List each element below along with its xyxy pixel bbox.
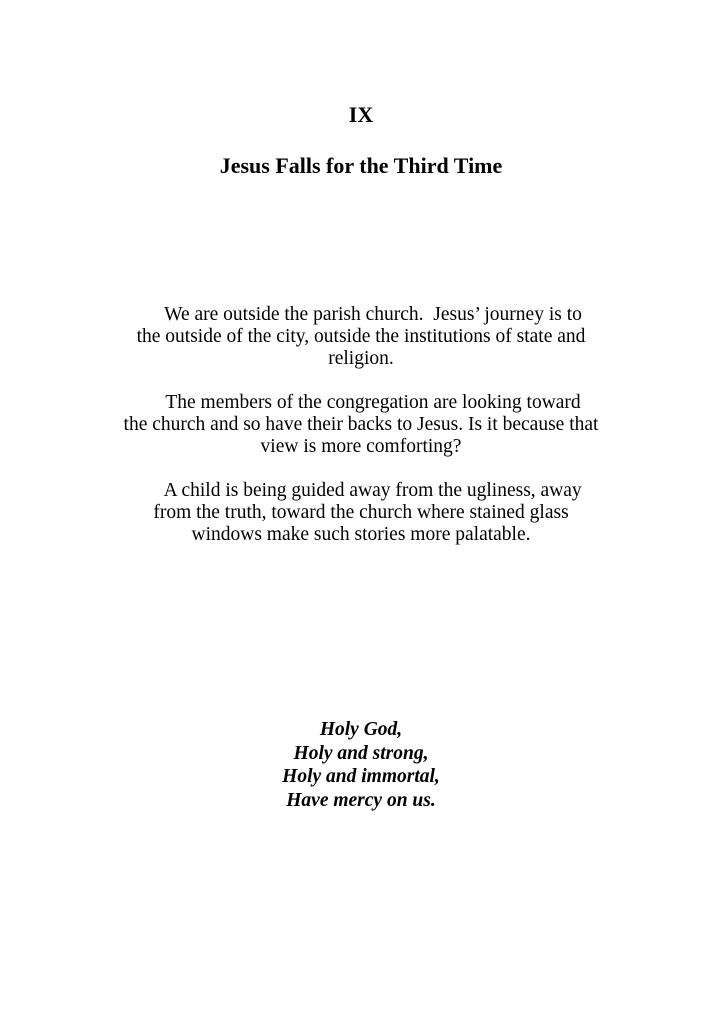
reflection-line: The members of the congregation are looking toward	[141, 392, 581, 413]
prayer-line: Holy and strong,	[293, 742, 429, 764]
station-title: Jesus Falls for the Third Time	[219, 153, 503, 178]
prayer-line: Holy God,	[319, 719, 403, 740]
prayer-verse	[0, 718, 722, 812]
prayer-line: Have mercy on us.	[286, 789, 436, 811]
reflection-line: view is more comforting?	[260, 436, 462, 457]
reflection-line: the church and so have their backs to Jesus. Is it because that	[123, 414, 599, 435]
reflection-line: the outside of the city, outside the institutions of state and	[136, 326, 586, 347]
reflection-line: religion.	[328, 348, 394, 369]
reflection-line: from the truth, toward the church where stained glass	[153, 502, 569, 523]
reflection-paragraph-2	[0, 392, 722, 458]
station-numeral: IX	[348, 102, 374, 127]
reflection-line: windows make such stories more palatable.	[191, 524, 531, 545]
reflection-paragraph-1	[0, 304, 722, 370]
reflection-paragraph-3	[0, 480, 722, 546]
reflection-line: A child is being guided away from the ugliness, away	[140, 480, 582, 501]
reflection-line: We are outside the parish church. Jesus’ journey is to	[140, 304, 582, 325]
prayer-line: Holy and immortal,	[282, 766, 440, 787]
